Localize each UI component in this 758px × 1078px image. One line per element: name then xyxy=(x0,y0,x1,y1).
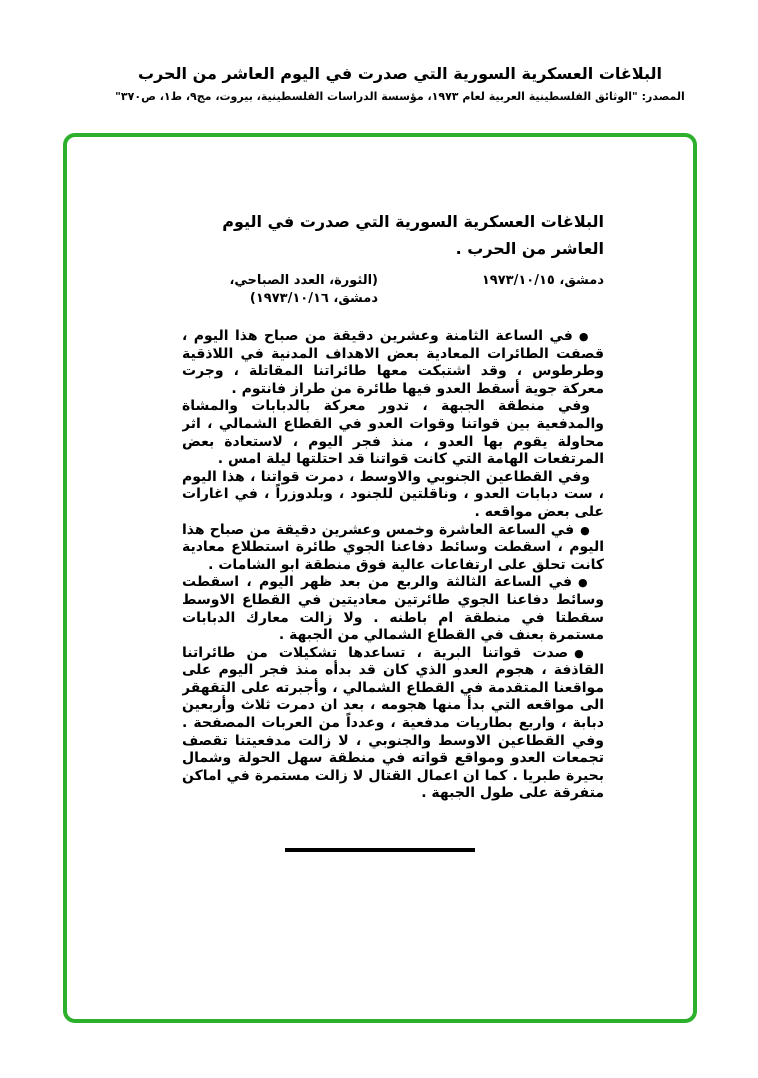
document xyxy=(182,208,604,968)
paragraph xyxy=(182,328,604,398)
dateline-publication: (الثورة، العدد الصباحي، دمشق، ١٩٧٣/١٠/١٦) xyxy=(229,273,378,306)
paragraph-text: في الساعة الثالثة والربع من بعد ظهر اليوم ، اسقطت وسائط دفاعنا الجوي طائرتين معاديتين في القطاع الاوسط سقطتا في منطقة ام باطنه . ولا زالت معارك الدبابات مستمرة بعنف في القطاع الشمالي من الجبهة . xyxy=(182,574,604,644)
paragraph xyxy=(182,398,604,468)
paragraph xyxy=(182,522,604,575)
paragraph xyxy=(182,574,604,644)
paragraph xyxy=(182,469,604,522)
dateline-place-date: دمشق، ١٩٧٣/١٠/١٥ xyxy=(481,273,604,288)
bullet-icon: ● xyxy=(580,523,590,537)
document-heading: البلاغات العسكرية السورية التي صدرت في اليوم العاشر من الحرب . xyxy=(222,212,604,258)
page-header xyxy=(21,0,758,103)
paragraph xyxy=(182,645,604,803)
paragraph-text: في الساعة العاشرة وخمس وعشرين دقيقة من صباح هذا اليوم ، اسقطت وسائط دفاعنا الجوي طائرة استطلاع معادية كانت تحلق على ارتفاعات عالية فوق منطقة ابو الشامات . xyxy=(182,521,604,573)
bullet-icon: ● xyxy=(578,330,590,343)
bullet-icon: ● xyxy=(574,646,590,660)
page-title: البلاغات العسكرية السورية التي صدرت في اليوم العاشر من الحرب xyxy=(137,64,663,83)
document-body xyxy=(182,328,604,803)
source-line: المصدر: "الوثائق الفلسطينية العربية لعام ١٩٧٣، مؤسسة الدراسات الفلسطينية، بيروت، مج٩، ط١، ص٣٧٠" xyxy=(115,90,685,103)
paragraph-text: صدت قواتنا البرية ، تساعدها تشكيلات من طائراتنا القاذفة ، هجوم العدو الذي كان قد بدأه منذ فجر اليوم على مواقعنا المتقدمة في القطاع الشمالي ، وأجبرته على التقهقر الى مواقعه التي بدأ منها هجومه ، بعد ان دمرت ثلاث وأربعين دبابة ، واربع بطاريات مدفعية ، وعدداً من العربات المصفحة . وفي القطاعين الاوسط والجنوبي ، لا زالت مدفعيتنا تقصف تجمعات العدو ومواقع قواته في منطقة سهل الحولة وشمال بحيرة طبريا . كما ان اعمال القتال لا زالت مستمرة في اماكن متفرقة على طول الجبهة . xyxy=(182,644,604,802)
document-frame xyxy=(63,133,697,1023)
end-divider xyxy=(285,848,475,852)
dateline xyxy=(182,272,604,308)
paragraph-text: في الساعة الثامنة وعشرين دقيقة من صباح هذا اليوم ، قصفت الطائرات المعادية بعض الاهداف المدنية في اللاذقية وطرطوس ، وقد اشتبكت معها طائراتنا المقاتلة ، وجرت معركة جوية أسقط العدو فيها طائرة من طراز فانتوم . xyxy=(182,328,604,397)
bullet-icon: ● xyxy=(578,576,590,590)
paragraph-text: وفي منطقة الجبهة ، تدور معركة بالدبابات والمشاة والمدفعية بين قواتنا وقوات العدو في القطاع الشمالي ، اثر محاولة يقوم بها العدو ، منذ فجر اليوم ، لاستعادة بعض المرتفعات الهامة التي كانت قواتنا قد احتلتها ليلة امس . xyxy=(182,398,604,468)
paragraph-text: وفي القطاعين الجنوبي والاوسط ، دمرت قواتنا ، هذا اليوم ، ست دبابات العدو ، وناقلتين للجنود ، وبلدوزراً ، في اغارات على بعض مواقعه . xyxy=(182,468,604,520)
